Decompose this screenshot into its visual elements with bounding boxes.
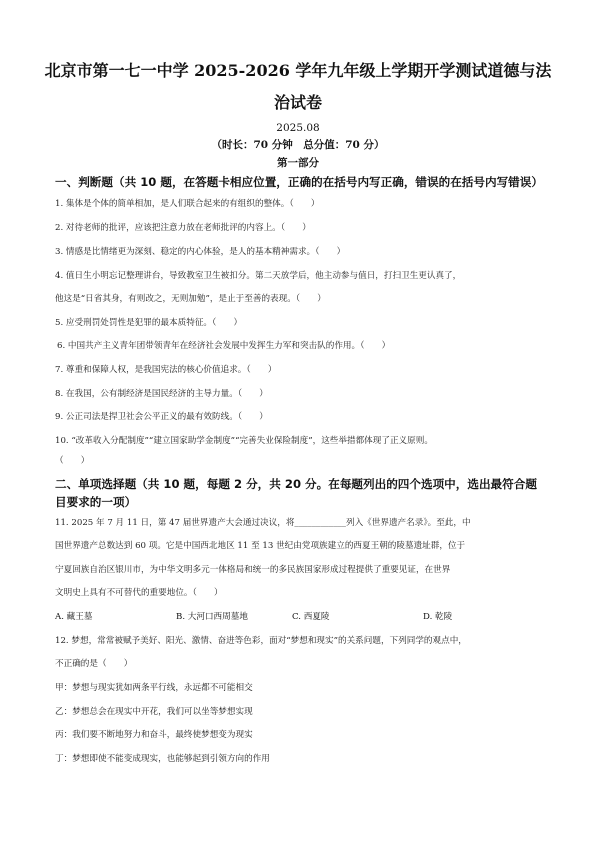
question-line: 国世界遗产总数达到 60 项。它是中国西北地区 11 至 13 世纪由党项族建立的西夏王朝的陵墓遗址群，位于 [55, 541, 466, 551]
option-d: D. 乾陵 [423, 612, 453, 622]
question-line: 9. 公正司法是捍卫社会公平正义的最有效防线。（ ） [55, 412, 268, 422]
question-line: 7. 尊重和保障人权，是我国宪法的核心价值追求。（ ） [55, 365, 277, 375]
exam-title-line2: 治试卷 [273, 93, 322, 112]
question-line: 12. 梦想，常常被赋予美好、阳光、激情、奋进等色彩，面对“梦想和现实”的关系问题，下列同学的观点中， [55, 636, 467, 646]
question-line: 文明史上具有不可替代的重要地位。（ ） [55, 588, 223, 598]
section1-heading: 一、判断题（共 10 题，在答题卡相应位置，正确的在括号内写正确，错误的在括号内写错误） [55, 175, 543, 189]
exam-meta: （时长：70 分钟 总分值：70 分） [211, 139, 385, 151]
option-a: A. 藏王墓 [55, 612, 93, 622]
question-line: 6. 中国共产主义青年团带领青年在经济社会发展中发挥生力军和突击队的作用。（ ） [57, 341, 391, 351]
question-line: 4. 值日生小明忘记整理讲台，导致教室卫生被扣分。第二天放学后，他主动参与值日，打扫卫生更认真了， [55, 271, 462, 281]
section2-heading-line2: 目要求的一项） [55, 495, 137, 509]
question-line: 丙：我们要不断地努力和奋斗，最终使梦想变为现实 [55, 730, 253, 740]
exam-title-line1: 北京市第一七一中学 2025-2026 学年九年级上学期开学测试道德与法 [44, 61, 552, 80]
question-line: 5. 应受刑罚处罚性是犯罪的最本质特征。（ ） [55, 318, 243, 328]
question-line: 11. 2025 年 7 月 11 日，第 47 届世界遗产大会通过决议，将____________列入《世界遗产名录》。至此，中 [55, 518, 471, 528]
question-line: （ ） [55, 456, 90, 466]
question-line: 2. 对待老师的批评，应该把注意力放在老师批评的内容上。（ ） [55, 223, 311, 233]
question-line: 8. 在我国，公有制经济是国民经济的主导力量。（ ） [55, 389, 268, 399]
question-line: 乙：梦想总会在现实中开花，我们可以坐等梦想实现 [55, 707, 253, 717]
question-line: 1. 集体是个体的简单相加，是人们联合起来的有组织的整体。（ ） [55, 199, 320, 209]
q11-options [55, 611, 555, 623]
question-line: 10. “改革收入分配制度”“建立国家助学金制度”“完善失业保险制度”，这些举措都体现了正义原则。 [55, 436, 433, 446]
option-b: B. 大河口西周墓地 [176, 612, 248, 622]
exam-date: 2025.08 [276, 122, 320, 134]
question-line: 丁：梦想即使不能变成现实，也能够起到引领方向的作用 [55, 754, 270, 764]
question-line: 不正确的是（ ） [55, 659, 133, 669]
part-title: 第一部分 [277, 157, 319, 169]
question-line: 他这是“日省其身，有则改之，无则加勉”，是止于至善的表现。（ ） [55, 294, 326, 304]
question-line: 3. 情感是比情绪更为深刻、稳定的内心体验，是人的基本精神需求。（ ） [55, 247, 346, 257]
question-line: 宁夏回族自治区银川市，为中华文明多元一体格局和统一的多民族国家形成过程提供了重要见证，在世界 [55, 565, 451, 575]
option-c: C. 西夏陵 [292, 612, 330, 622]
section2-heading-line1: 二、单项选择题（共 10 题，每题 2 分，共 20 分。在每题列出的四个选项中，选出最符合题 [55, 477, 537, 491]
question-line: 甲：梦想与现实犹如两条平行线，永远都不可能相交 [55, 683, 253, 693]
